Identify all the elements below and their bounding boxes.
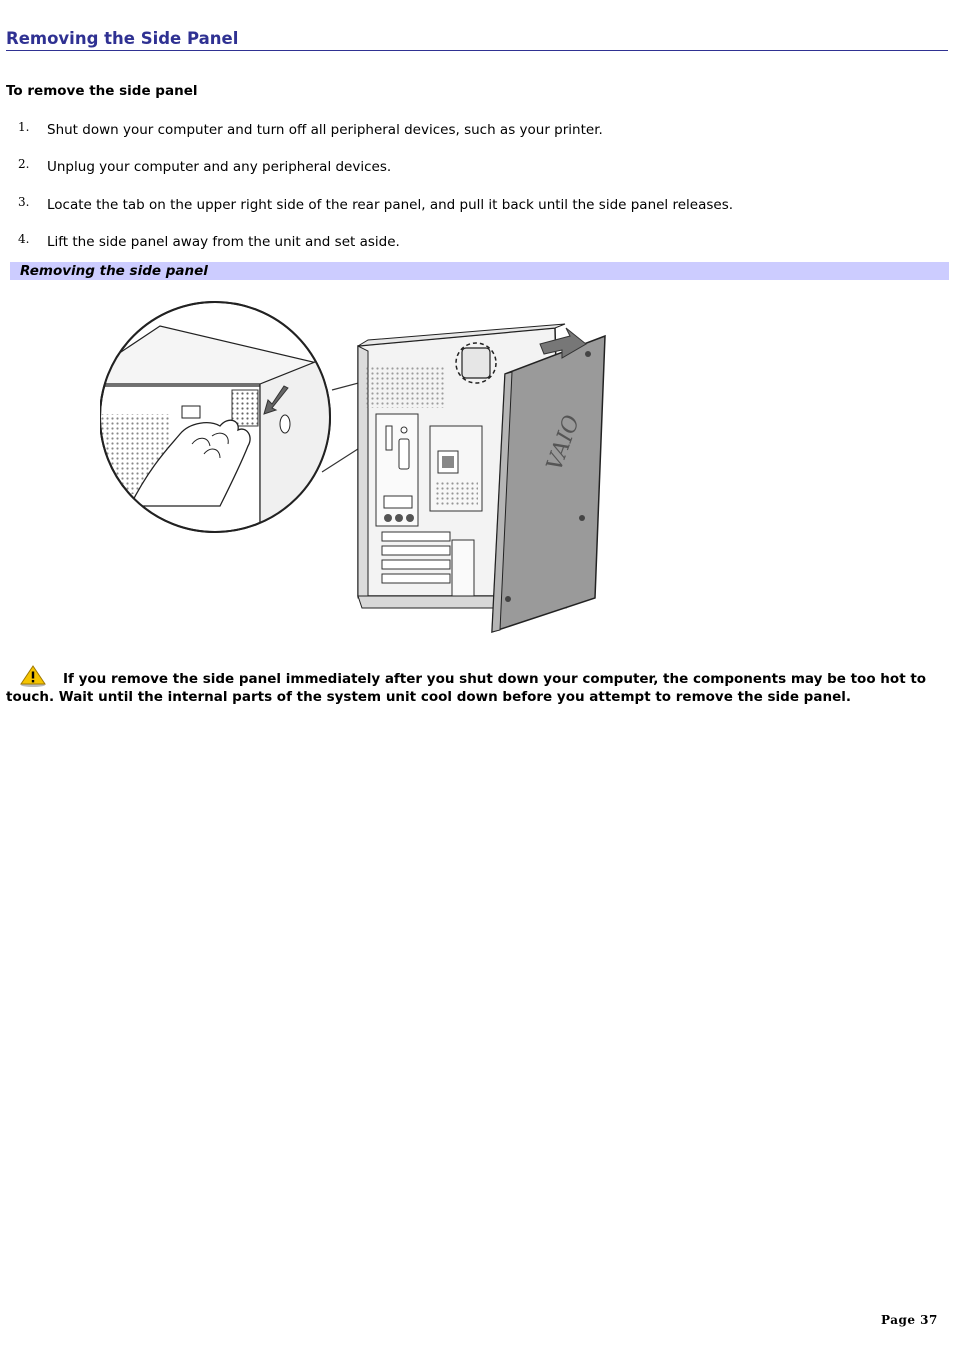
list-item: [0, 195, 954, 215]
warning-text: If you remove the side panel immediately after you shut down your computer, the components may be too hot to touch. Wait until the internal parts of the system unit cool down before you attempt to remove the side panel.: [6, 671, 927, 705]
step-number: 3.: [18, 195, 30, 209]
figure-caption-bar: [10, 262, 949, 280]
page-title: Removing the Side Panel: [6, 29, 948, 51]
procedure-heading: To remove the side panel: [6, 83, 198, 99]
step-number: 2.: [18, 157, 30, 171]
list-item: [0, 120, 954, 140]
page-number: Page 37: [881, 1313, 938, 1327]
vaio-logo: VAIO: [542, 411, 586, 475]
step-number: 4.: [18, 232, 30, 246]
step-text: Locate the tab on the upper right side of the rear panel, and pull it back until the side panel releases.: [47, 197, 734, 213]
step-number: 1.: [18, 120, 30, 134]
side-panel-illustration: [100, 296, 610, 636]
step-text: Lift the side panel away from the unit and set aside.: [47, 234, 400, 250]
list-item: [0, 157, 954, 177]
list-item: [0, 232, 954, 252]
figure-caption: Removing the side panel: [20, 263, 208, 279]
step-text: Unplug your computer and any peripheral devices.: [47, 159, 392, 175]
step-text: Shut down your computer and turn off all peripheral devices, such as your printer.: [47, 122, 603, 138]
